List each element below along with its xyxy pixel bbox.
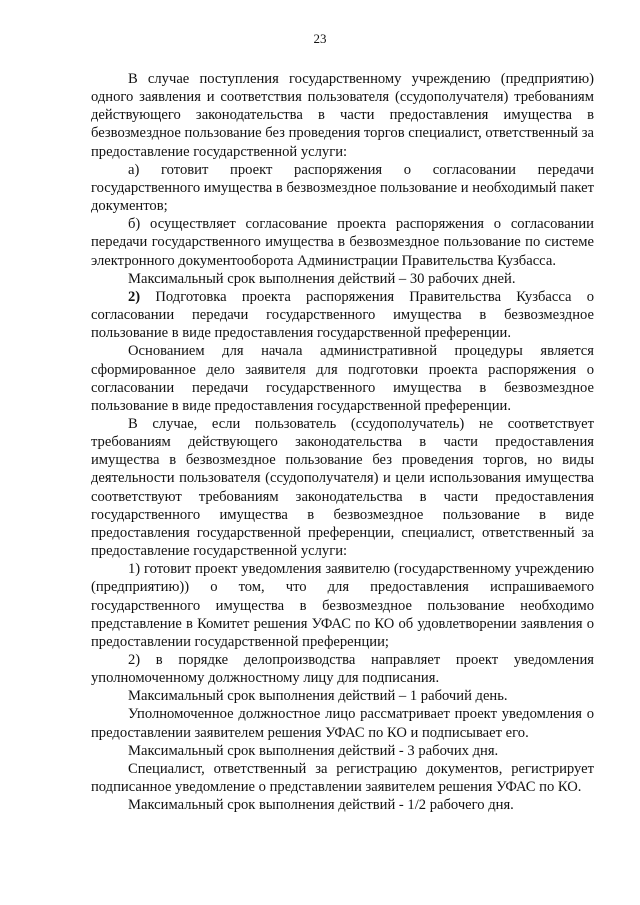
paragraph-procedure-basis	[91, 342, 594, 415]
paragraph-official-signs	[91, 705, 594, 741]
paragraph-text: Максимальный срок выполнения действий - 3 рабочих дня.	[128, 742, 499, 759]
paragraph-text: а) готовит проект распоряжения о согласовании передачи государственного имущества в безвозмездное пользование и необходимый пакет документов;	[91, 161, 594, 215]
paragraph-text: Подготовка проекта распоряжения Правительства Кузбасса о согласовании передачи государственного имущества в безвозмездное пользование в виде предоставления государственной преференции.	[91, 288, 594, 342]
paragraph-text: Максимальный срок выполнения действий – 1 рабочий день.	[128, 688, 508, 705]
document-body	[91, 70, 594, 814]
paragraph-text: б) осуществляет согласование проекта распоряжения о согласовании передачи государственного имущества в безвозмездное пользование по системе электронного документооборота Администрации Правительства Кузбасса.	[91, 216, 594, 269]
paragraph-text: 1) готовит проект уведомления заявителю (государственному учреждению (предприятию)) о том, что для предоставления испрашиваемого государственного имущества в безвозмездное пользование необходимо представление в Комитет решения УФАС по КО об удовлетворении заявления о предоставлении государственной преференции;	[91, 561, 594, 650]
paragraph-case-non-compliance	[91, 415, 594, 560]
paragraph-deadline-1-day	[91, 687, 594, 705]
paragraph-deadline-half-day	[91, 796, 594, 814]
paragraph-step-1-notification	[91, 560, 594, 651]
paragraph-section-2-heading	[91, 288, 594, 342]
paragraph-text: В случае, если пользователь (ссудополучатель) не соответствует требованиям действующего законодательства в части предоставления имущества в безвозмездное пользование без проведения торгов, но виды деятельности пользователя (ссудополучателя) и цели использования имущества соответствуют требованиям законодательства в части предоставления государственного имущества в безвозмездное пользование в виде предоставления государственной преференции, специалист, ответственный за предоставление государственной услуги:	[91, 415, 594, 560]
paragraph-text: Максимальный срок выполнения действий – 30 рабочих дней.	[128, 270, 516, 287]
paragraph-registration	[91, 760, 594, 796]
paragraph-text: Специалист, ответственный за регистрацию документов, регистрирует подписанное уведомление о представлении заявителем решения УФАС по КО.	[91, 760, 594, 796]
paragraph-text: Максимальный срок выполнения действий - 1/2 рабочего дня.	[128, 797, 514, 814]
paragraph-text: Основанием для начала административной процедуры является сформированное дело заявителя для подготовки проекта распоряжения о согласовании передачи государственного имущества в безвозмездное пользование в виде предоставления государственной преференции.	[91, 343, 594, 414]
paragraph-item-b-approval	[91, 215, 594, 269]
paragraph-text: Уполномоченное должностное лицо рассматривает проект уведомления о предоставлении заявителем решения УФАС по КО и подписывает его.	[91, 706, 594, 741]
paragraph-text: 2) в порядке делопроизводства направляет проект уведомления уполномоченному должностному лицу для подписания.	[91, 652, 594, 687]
paragraph-item-a-prepare-draft	[91, 161, 594, 215]
paragraph-deadline-3-days	[91, 742, 594, 760]
page-number: 23	[313, 31, 327, 46]
paragraph-deadline-30-days	[91, 270, 594, 288]
paragraph-text: В случае поступления государственному учреждению (предприятию) одного заявления и соответствия пользователя (ссудополучателя) требованиям действующего законодательства в части предоставления имущества в безвозмездное пользование без проведения торгов специалист, ответственный за предоставление государственной услуги:	[91, 71, 594, 160]
section-number: 2)	[128, 288, 141, 305]
paragraph-step-2-send-for-signing	[91, 651, 594, 687]
paragraph-notice-single-application	[91, 70, 594, 161]
